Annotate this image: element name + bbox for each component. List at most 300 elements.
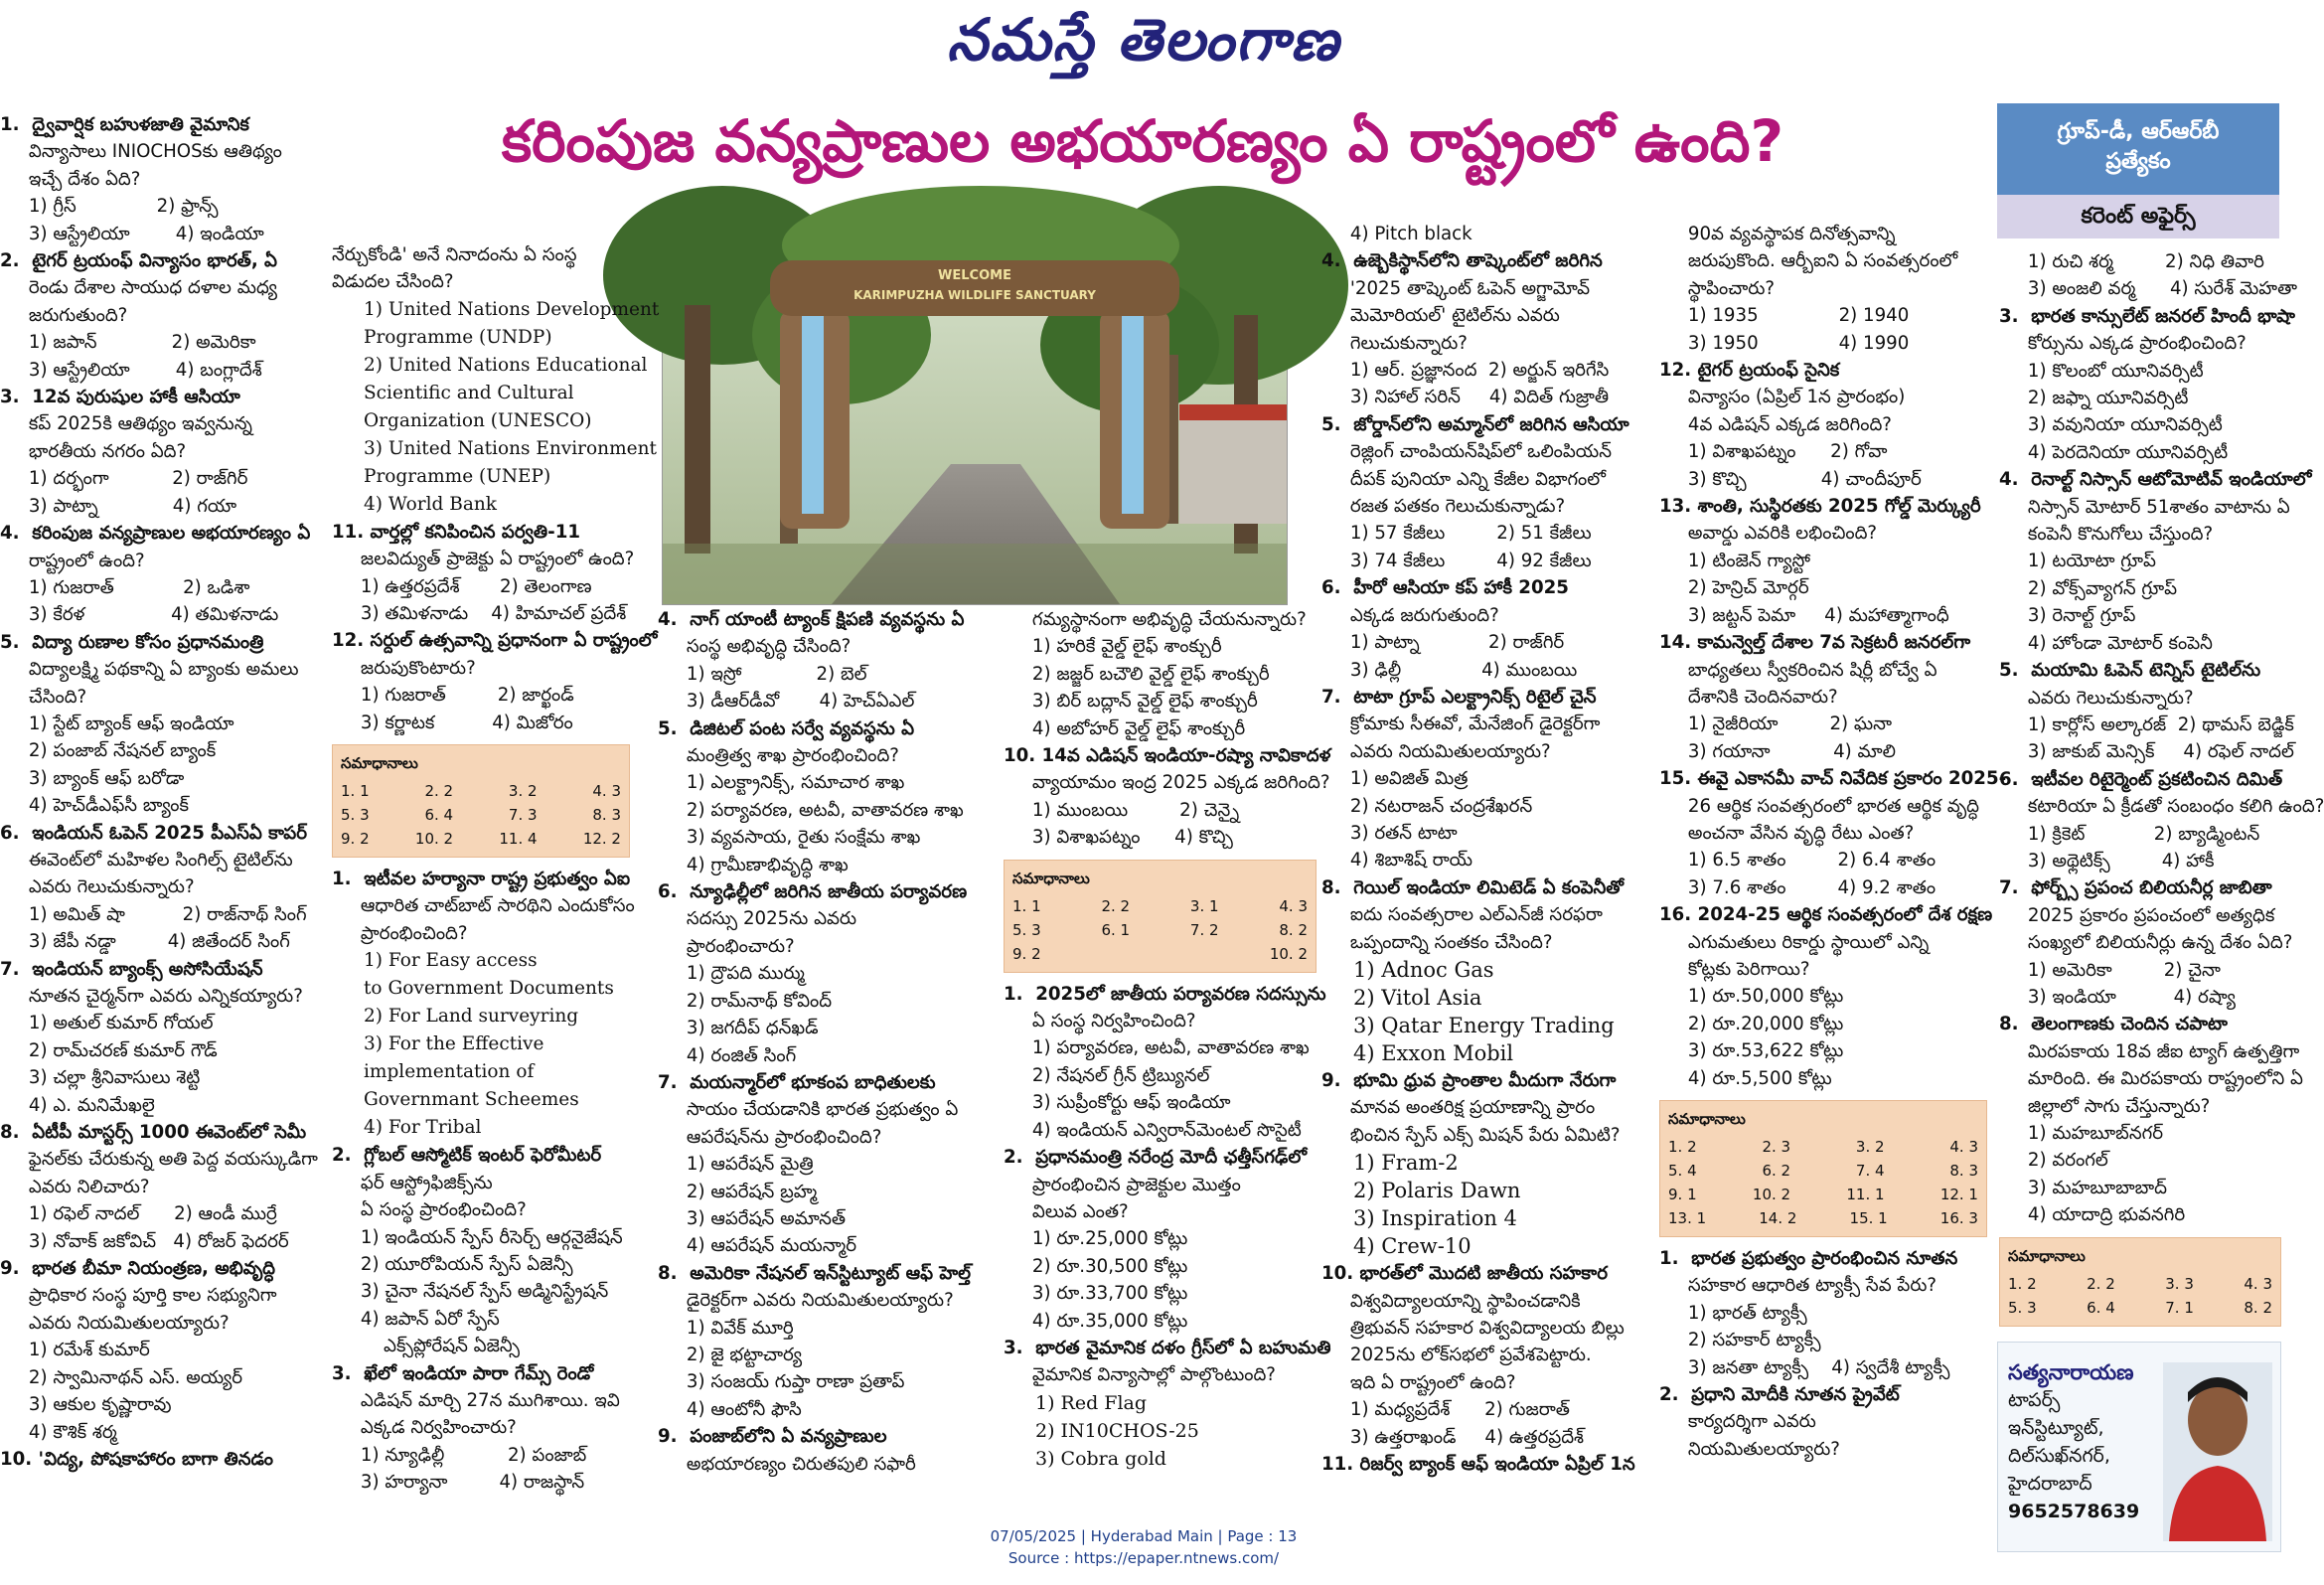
text-line: 6. హీరో ఆసియా కప్ హాకీ 2025 bbox=[1321, 577, 1569, 599]
text-line: 2. ప్రధాని మోదీకి నూతన ప్రైవేట్ bbox=[1659, 1384, 1900, 1406]
text-line: 3) పాట్నా 4) గయా bbox=[0, 495, 237, 517]
text-line: 4) కౌశిక్ శర్మ bbox=[0, 1421, 117, 1443]
text-line: కంపెనీ కొనుగోలు చేస్తుంది? bbox=[1999, 524, 2214, 546]
text-line: క్రోమాకు సీఈవో, మేనేజింగ్ డైరెక్టర్‌గా bbox=[1321, 713, 1601, 735]
text-line: 4) శిబాశిష్ రాయ్ bbox=[1321, 850, 1473, 872]
author-area: దిల్‌సుఖ్‌నగర్, bbox=[2008, 1445, 2110, 1467]
text-line: నియమితులయ్యారు? bbox=[1659, 1438, 1840, 1460]
text-line: మారింది. ఈ మిరపకాయ రాష్ట్రంలోని ఏ bbox=[1999, 1068, 2303, 1090]
text-line: 4) రూ.35,000 కోట్లు bbox=[1004, 1310, 1188, 1332]
text-line: 3) ఇండియా 4) రష్యా bbox=[1999, 986, 2236, 1008]
answer-item: 9. 2 bbox=[341, 830, 370, 849]
text-line: 1) గ్రీస్ 2) ఫ్రాన్స్ bbox=[0, 196, 219, 218]
answer-item: 8. 2 bbox=[1279, 920, 1308, 939]
text-line: 3) సంజయ్ గుప్తా రాణా ప్రతాప్ bbox=[658, 1371, 905, 1393]
text-line: 2) సహకార్ ట్యాక్సీ bbox=[1659, 1330, 1821, 1351]
text-line: ఏ సంస్థ ప్రారంభించింది? bbox=[332, 1199, 527, 1221]
answer-item: 4. 3 bbox=[2244, 1274, 2272, 1293]
question-3-options bbox=[1004, 1389, 1326, 1473]
answer-item: 12. 2 bbox=[582, 830, 621, 849]
answer-item: 6. 2 bbox=[1762, 1162, 1791, 1180]
answers-row bbox=[341, 779, 621, 803]
text-line: రెజ్లింగ్ చాంపియన్‌షిప్‌లో ఒలింపియన్ bbox=[1321, 441, 1612, 463]
text-line: 3) జగదీప్ ధన్‌ఖడ్ bbox=[658, 1018, 819, 1039]
text-line: 15. ఈవై ఎకానమీ వాచ్ నివేదిక ప్రకారం 2025- bbox=[1659, 768, 2007, 790]
text-line: 1) అవిజిత్ మిత్ర bbox=[1321, 768, 1469, 790]
text-line: 26 ఆర్థిక సంవత్సరంలో భారత ఆర్థిక వృద్ధి bbox=[1659, 795, 1979, 817]
text-line: ఎగుమతులు రికార్డు స్థాయిలో ఎన్ని bbox=[1659, 931, 1930, 953]
text-line: 2) హెన్రిచ్ మోర్గర్ bbox=[1659, 577, 1809, 599]
text-line: నూతన చైర్మన్‌గా ఎవరు ఎన్నికయ్యారు? bbox=[0, 986, 303, 1007]
text-line: 3) జేపీ నడ్డా 4) జితేందర్ సింగ్ bbox=[0, 931, 290, 953]
text-line: 2) జై భట్టాచార్య bbox=[658, 1344, 803, 1365]
text-line: 11. రిజర్వ్ బ్యాంక్ ఆఫ్ ఇండియా ఏప్రిల్ 1న bbox=[1321, 1454, 1635, 1476]
author-city: హైదరాబాద్ bbox=[2008, 1473, 2092, 1495]
text-line: 9. భారత బీమా నియంత్రణ, అభివృద్ధి bbox=[0, 1258, 276, 1280]
text-line: 4) ఆంటోనీ ఫౌసి bbox=[658, 1398, 802, 1420]
text-line: కోట్లకు పెరిగాయి? bbox=[1659, 958, 1810, 980]
option: 3) Inspiration 4 bbox=[1353, 1206, 1517, 1231]
text-line: ఆధారిత చాట్‌బాట్ సారథిని ఎందుకోసం bbox=[332, 895, 635, 917]
text-line: 3) వవునియా యూనివర్సిటీ bbox=[1999, 414, 2223, 436]
text-line: 2) వరంగల్ bbox=[1999, 1150, 2108, 1172]
text-line: 3) జట్టన్ పెమా 4) మహాత్మాగాంధీ bbox=[1659, 604, 1949, 626]
text-line: ఇది ఏ రాష్ట్రంలో ఉంది? bbox=[1321, 1371, 1516, 1393]
option: 2) United Nations Educational bbox=[364, 354, 648, 376]
option: Programme (UNDP) bbox=[364, 326, 552, 348]
text-line: 1) వివేక్ మూర్తి bbox=[658, 1317, 794, 1339]
option: Governmant Scheemes bbox=[364, 1089, 579, 1111]
text-line: 16. 2024-25 ఆర్థిక సంవత్సరంలో దేశ రక్షణ bbox=[1659, 904, 1993, 926]
text-line: 3) 7.6 శాతం 4) 9.2 శాతం bbox=[1659, 876, 1937, 898]
text-line: ప్రారంభించారు? bbox=[658, 935, 795, 957]
text-line: జరుపుకొంది. ఆర్బీఐని ఏ సంవత్సరంలో bbox=[1659, 250, 1958, 272]
column-6 bbox=[1659, 221, 2007, 1524]
answer-item: 12. 1 bbox=[1939, 1186, 1978, 1203]
text-line: 3) ఉత్తరాఖండ్ 4) ఉత్తరప్రదేశ్ bbox=[1321, 1426, 1585, 1448]
text-line: 3) రతన్ టాటా bbox=[1321, 822, 1458, 844]
text-line: ఎవరు నియమితులయ్యారు? bbox=[1321, 740, 1551, 762]
text-line: ప్రారంభించింది? bbox=[332, 922, 468, 944]
text-line: నిస్సాన్ మోటార్ 51శాతం వాటాను ఏ bbox=[1999, 496, 2290, 518]
text-line: ఎవరు గెలుచుకున్నారు? bbox=[0, 876, 195, 898]
text-line: 3) జనతా ట్యాక్సీ 4) స్వదేశీ ట్యాక్సీ bbox=[1659, 1356, 1950, 1378]
text-line: 2. గ్లోబల్ ఆస్మోటిక్ ఇంటర్ ఫెరోమీటర్ bbox=[332, 1145, 602, 1167]
text-line: 1) ఉత్తరప్రదేశ్ 2) తెలంగాణ bbox=[332, 575, 592, 597]
answer-item: 15. 1 bbox=[1849, 1209, 1888, 1227]
answers-grid bbox=[341, 779, 621, 851]
text-line: వ్యాయామం ఇంద్ర 2025 ఎక్కడ జరిగింది? bbox=[1004, 772, 1330, 794]
answers-row bbox=[1668, 1135, 1978, 1159]
answers-title: సమాధానాలు bbox=[341, 754, 418, 773]
text-line: 1) విశాఖపట్నం 2) గోవా bbox=[1659, 441, 1888, 463]
option: 1) For Easy access bbox=[364, 950, 538, 972]
text-line: 3) నిహాల్ సరిన్ 4) విదిత్ గుజ్రాతీ bbox=[1321, 387, 1610, 408]
text-line: 3) ఢిల్లీ 4) ముంబయి bbox=[1321, 659, 1578, 681]
text-line: ఆపరేషన్‌ను ప్రారంభించింది? bbox=[658, 1126, 882, 1148]
text-line: దేశానికి చెందినవారు? bbox=[1659, 686, 1838, 708]
text-line: 4) పెరదెనియా యూనివర్సిటీ bbox=[1999, 441, 2229, 463]
column-3-lines bbox=[658, 606, 996, 1478]
text-line: భించిన స్పేస్ ఎక్స్ మిషన్ పేరు ఏమిటి? bbox=[1321, 1124, 1621, 1146]
badge-line1: గ్రూప్-డీ, ఆర్ఆర్‌బీ bbox=[2057, 119, 2220, 144]
answers-row bbox=[1012, 942, 1308, 966]
text-line: 3) చల్లా శ్రీనివాసులు శెట్టి bbox=[0, 1067, 201, 1089]
text-line: 4) యాదాద్రి భువనగిరి bbox=[1999, 1204, 2186, 1226]
text-line: 3) కేరళ 4) తమిళనాడు bbox=[0, 604, 279, 626]
text-line: వైమానిక విన్యాసాల్లో పాల్గొంటుంది? bbox=[1004, 1364, 1276, 1386]
text-line: 1) స్టేట్ బ్యాంక్ ఆఫ్ ఇండియా bbox=[0, 713, 234, 734]
column-1-lines bbox=[0, 111, 328, 1473]
text-line: 3) గయానా 4) మాలి bbox=[1659, 740, 1896, 762]
answer-item: 5. 4 bbox=[1668, 1162, 1697, 1180]
option: 3) United Nations Environment bbox=[364, 437, 657, 459]
option: 4) World Bank bbox=[364, 493, 497, 515]
text-line: 1) జపాన్ 2) అమెరికా bbox=[0, 332, 256, 354]
text-line: నేర్చుకోండి' అనే నినాదంను ఏ సంస్థ bbox=[332, 244, 577, 265]
text-line: 1. ఇటీవల హర్యానా రాష్ట్ర ప్రభుత్వం ఏఐ bbox=[332, 869, 631, 890]
answer-item: 7. 2 bbox=[1189, 920, 1219, 939]
answers-grid bbox=[2008, 1272, 2272, 1320]
question-9-options bbox=[1321, 1149, 1659, 1260]
text-line: సాయం చేయడానికి భారత ప్రభుత్వం ఏ bbox=[658, 1099, 959, 1121]
answer-item: 3. 2 bbox=[508, 782, 538, 801]
text-line: 2) పంజాబ్ నేషనల్ బ్యాంక్ bbox=[0, 740, 217, 762]
option: Organization (UNESCO) bbox=[364, 409, 592, 431]
sanctuary-photo bbox=[662, 215, 1288, 605]
text-line: 1) అమెరికా 2) చైనా bbox=[1999, 959, 2221, 981]
text-line: 5. డిజిటల్ పంట సర్వే వ్యవస్థను ఏ bbox=[658, 717, 915, 739]
option: 4) For Tribal bbox=[364, 1117, 482, 1139]
text-line: అంచనా వేసిన వృద్ధి రేటు ఎంత? bbox=[1659, 822, 1915, 844]
text-line: 1) ఇండియన్ స్పేస్ రీసెర్చ్ ఆర్గనైజేషన్ bbox=[332, 1226, 623, 1248]
text-line: 3) నోవాక్ జకోవిచ్ 4) రోజర్ ఫెదరర్ bbox=[0, 1230, 289, 1252]
text-line: 7. మయన్మార్‌లో భూకంప బాధితులకు bbox=[658, 1071, 936, 1093]
text-line: 2025ను లోక్‌సభలో ప్రవేశపెట్టారు. bbox=[1321, 1345, 1592, 1366]
text-line: 1) ఎలక్ట్రానిక్స్, సమాచార శాఖ bbox=[658, 772, 905, 794]
question-9 bbox=[1321, 1067, 1659, 1149]
text-line: 1) రుచి శర్మ 2) నిధి తివారి bbox=[1999, 251, 2264, 272]
text-line: 5. విద్యా రుణాల కోసం ప్రధానమంత్రి bbox=[0, 631, 264, 653]
text-line: 2025 ప్రకారం ప్రపంచంలో అత్యధిక bbox=[1999, 904, 2275, 926]
text-line: ప్రారంభించిన ప్రాజెక్టుల మొత్తం bbox=[1004, 1174, 1241, 1195]
text-line: విద్యాలక్ష్మి పథకాన్ని ఏ బ్యాంకు అమలు bbox=[0, 659, 299, 681]
text-line: 3) సుప్రీంకోర్టు ఆఫ్ ఇండియా bbox=[1004, 1092, 1231, 1114]
text-line: 4) జపాన్ ఏరో స్పేస్ bbox=[332, 1308, 500, 1330]
text-line: సహకార ఆధారిత ట్యాక్సీ సేవ పేరు? bbox=[1659, 1275, 1937, 1297]
text-line: 4) ఇండియన్ ఎన్విరాన్‌మెంటల్ సొసైటీ bbox=[1004, 1119, 1302, 1141]
text-line: 8. గెయిల్ ఇండియా లిమిటెడ్ ఏ కంపెనీతో bbox=[1321, 876, 1625, 898]
text-line: విలువ ఎంత? bbox=[1004, 1200, 1129, 1222]
option: Programme (UNEP) bbox=[364, 465, 551, 487]
answer-item: 5. 3 bbox=[341, 806, 370, 825]
text-line: 2) జఫ్నా యూనివర్సిటీ bbox=[1999, 388, 2189, 409]
text-line: 1) రూ.25,000 కోట్లు bbox=[1004, 1228, 1188, 1250]
text-line: 2) నేషనల్ గ్రీన్ ట్రిబ్యునల్ bbox=[1004, 1064, 1210, 1086]
text-line: 1) మహబూబ్‌నగర్ bbox=[1999, 1123, 2163, 1144]
answer-item: 1. 1 bbox=[1012, 896, 1041, 915]
text-line: ఇచ్చే దేశం ఏది? bbox=[0, 168, 141, 190]
answers-title: సమాధానాలు bbox=[2008, 1246, 2086, 1265]
text-line: ఎవరు నిలిచారు? bbox=[0, 1176, 150, 1197]
text-line: చేసింది? bbox=[0, 686, 87, 708]
text-line: 90వ వ్యవస్థాపక దినోత్సవాన్ని bbox=[1659, 224, 1896, 244]
text-line: 12. సర్దుల్ ఉత్సవాన్ని ప్రధానంగా ఏ రాష్ట్రంలో bbox=[332, 630, 658, 652]
text-line: 2) నటరాజన్ చంద్రశేఖరన్ bbox=[1321, 795, 1533, 817]
text-line: సంఖ్యలో బిలియనీర్లు ఉన్న దేశం ఏది? bbox=[1999, 932, 2293, 954]
text-line: 2) రూ.30,500 కోట్లు bbox=[1004, 1255, 1188, 1277]
text-line: 1) దర్భంగా 2) రాజ్‌గిర్ bbox=[0, 468, 248, 490]
badge-line2: ప్రత్యేకం bbox=[2105, 149, 2171, 174]
text-line: 10. 14వ ఎడిషన్ ఇండియా-రష్యా నావికాదళ bbox=[1004, 745, 1331, 767]
answer-item: 13. 1 bbox=[1668, 1209, 1707, 1227]
column-3 bbox=[658, 606, 996, 1525]
answer-item: 4. 3 bbox=[1279, 896, 1308, 915]
question-10-options bbox=[332, 296, 660, 519]
text-line: 2) పర్యావరణ, అటవీ, వాతావరణ శాఖ bbox=[658, 799, 964, 821]
column-4-lines-2 bbox=[1004, 981, 1331, 1389]
text-line: 4. నాగ్ యాంటీ ట్యాంక్ క్షిపణి వ్యవస్థను ఏ bbox=[658, 609, 965, 630]
text-line: 1) పర్యావరణ, అటవీ, వాతావరణ శాఖ bbox=[1004, 1037, 1310, 1059]
text-line: అభయారణ్యం చిరుతపులి సఫారీ bbox=[658, 1453, 916, 1475]
text-line: రెండు దేశాల సాయుధ దళాల మధ్య bbox=[0, 277, 278, 299]
text-line: 1) అమిత్ షా 2) రాజ్‌నాథ్ సింగ్ bbox=[0, 903, 307, 925]
text-line: 4. రెనాల్ట్ నిస్సాన్ ఆటోమోటివ్ ఇండియాలో bbox=[1999, 469, 2312, 491]
text-line: 9. భూమి ధ్రువ ప్రాంతాల మీదుగా నేరుగా bbox=[1321, 1069, 1617, 1091]
text-line: 3) ఆస్ట్రేలియా 4) బంగ్లాదేశ్ bbox=[0, 359, 262, 381]
text-line: ఎక్స్‌ప్లోరేషన్ ఏజెన్సీ bbox=[332, 1336, 520, 1357]
answer-item: 2. 3 bbox=[1762, 1138, 1791, 1156]
answer-item: 5. 3 bbox=[1012, 920, 1041, 939]
text-line: గమ్యస్థానంగా అభివృద్ధి చేయనున్నారు? bbox=[1004, 609, 1307, 630]
text-line: డైరెక్టర్‌గా ఎవరు నియమితులయ్యారు? bbox=[658, 1290, 954, 1312]
answer-item: 7. 4 bbox=[1855, 1162, 1885, 1180]
text-line: 3) 1950 4) 1990 bbox=[1659, 332, 1910, 354]
author-phone: 9652578639 bbox=[2008, 1501, 2140, 1522]
answers-row bbox=[341, 827, 621, 851]
text-line: 3. 12వ పురుషుల హాకీ ఆసియా bbox=[0, 387, 240, 408]
text-line: ఎక్కడ నిర్వహించారు? bbox=[332, 1417, 517, 1439]
text-line: ఫైనల్‌కు చేరుకున్న అతి పెద్ద వయస్కుడిగా bbox=[0, 1149, 318, 1171]
text-line: 3) బ్యాంక్ ఆఫ్ బరోడా bbox=[0, 767, 185, 789]
answer-item: 6. 4 bbox=[424, 806, 454, 825]
option: 2) Polaris Dawn bbox=[1353, 1179, 1521, 1203]
text-line: మెమోరియల్' టైటిల్‌ను ఎవరు bbox=[1321, 305, 1560, 327]
answer-item: 5. 3 bbox=[2008, 1298, 2037, 1317]
text-line: 4) గ్రామీణాభివృద్ధి శాఖ bbox=[658, 854, 849, 875]
question-8-options bbox=[1321, 956, 1659, 1067]
text-line: 1) రఫెల్ నాదల్ 2) ఆండీ ముర్రే bbox=[0, 1203, 277, 1225]
answers-grid bbox=[1012, 894, 1308, 966]
text-line: 1) హరికే వైల్డ్ లైఫ్ శాంక్చురీ bbox=[1004, 636, 1222, 658]
answer-item: 8. 2 bbox=[2244, 1298, 2272, 1317]
text-line: 2) రామ్‌చరణ్ కుమార్ గౌడ్ bbox=[0, 1039, 218, 1061]
text-line: 3) అంజలి వర్మ 4) సురేశ్ మెహతా bbox=[1999, 278, 2297, 300]
option: 2) For Land surveyring bbox=[364, 1006, 579, 1028]
text-line: 1) టింజెన్ గ్యాస్టో bbox=[1659, 550, 1811, 571]
text-line: 12. టైగర్ ట్రయంఫ్ సైనిక bbox=[1659, 360, 1840, 382]
text-line: 3) ఆకుల కృష్ణారావు bbox=[0, 1394, 172, 1416]
option: 1) Fram-2 bbox=[1353, 1151, 1459, 1176]
option: 3) Cobra gold bbox=[1035, 1447, 1166, 1470]
answer-item: 3. 2 bbox=[1855, 1138, 1885, 1156]
author-org: టాపర్స్ ఇన్‌స్టిట్యూట్, bbox=[2008, 1389, 2104, 1439]
text-line: 3. భారత వైమానిక దళం గ్రీస్‌లో ఏ బహుమతి bbox=[1004, 1337, 1331, 1358]
text-line: సదస్సు 2025ను ఎవరు bbox=[658, 908, 857, 930]
text-line: ఈవెంట్‌లో మహిళల సింగిల్స్ టైటిల్‌ను bbox=[0, 849, 293, 871]
text-line: కార్యదర్శిగా ఎవరు bbox=[1659, 1411, 1816, 1433]
footer bbox=[0, 1525, 2287, 1569]
text-line: 6. ఇటీవల రిటైర్మెంట్ ప్రకటించిన దిమిత్ bbox=[1999, 768, 2283, 790]
column-1 bbox=[0, 111, 328, 1522]
author-box bbox=[1997, 1342, 2281, 1552]
text-line: 3) ఆస్ట్రేలియా 4) ఇండియా bbox=[0, 223, 264, 244]
text-line: 5. జోర్డాన్‌లోని అమ్మాన్‌లో జరిగిన ఆసియా bbox=[1321, 413, 1629, 435]
answer-item: 7. 1 bbox=[2165, 1298, 2194, 1317]
text-line: 3) తమిళనాడు 4) హిమాచల్ ప్రదేశ్ bbox=[332, 603, 627, 625]
text-line: 6. న్యూఢిల్లీలో జరిగిన జాతీయ పర్యావరణ bbox=[658, 881, 968, 903]
answers-box-4 bbox=[1999, 1237, 2281, 1327]
text-line: 8. తెలంగాణకు చెందిన చపాటా bbox=[1999, 1014, 2228, 1035]
text-line: 10. 'విద్య, పోషకాహారం బాగా తినడం bbox=[0, 1448, 273, 1470]
text-line: 1. భారత ప్రభుత్వం ప్రారంభించిన నూతన bbox=[1659, 1248, 1958, 1269]
text-line: ప్రాధికార సంస్థ పూర్తి కాల సభ్యునిగా bbox=[0, 1285, 277, 1307]
answer-item: 3. 1 bbox=[1189, 896, 1219, 915]
sign-sanctuary: KARIMPUZHA WILDLIFE SANCTUARY bbox=[853, 288, 1096, 302]
text-line: 4. ఉజ్బెకిస్థాన్‌లోని తాష్కెంట్‌లో జరిగిన bbox=[1321, 250, 1603, 272]
answer-item: 7. 3 bbox=[508, 806, 538, 825]
answers-row bbox=[2008, 1272, 2272, 1296]
text-line: 1) గుజరాత్ 2) జార్ఖండ్ bbox=[332, 685, 574, 707]
text-line: ఎడిషన్ మార్చి 27న ముగిశాయి. ఇవి bbox=[332, 1389, 620, 1411]
text-line: 3) చైనా నేషనల్ స్పేస్ అడ్మినిస్ట్రేషన్ bbox=[332, 1281, 609, 1303]
option: 3) For the Effective bbox=[364, 1033, 544, 1055]
answer-item: 1. 1 bbox=[341, 782, 370, 801]
text-line: 1) అతుల్ కుమార్ గోయల్ bbox=[0, 1013, 214, 1034]
text-line: త్రిభువన్ సహకార విశ్వవిద్యాలయ బిల్లు bbox=[1321, 1318, 1625, 1339]
answer-item: 8. 3 bbox=[1949, 1162, 1978, 1180]
text-line: అవార్డు ఎవరికి లభించింది? bbox=[1659, 523, 1878, 545]
text-line: 9. పంజాబ్‌లోని ఏ వన్యప్రాణుల bbox=[658, 1426, 887, 1448]
answer-item: 3. 3 bbox=[2165, 1274, 2194, 1293]
text-line: ఎవరు నియమితులయ్యారు? bbox=[0, 1312, 230, 1334]
text-line: 7. ఇండియన్ బ్యాంక్స్ అసోసియేషన్ bbox=[0, 958, 263, 980]
answers-row bbox=[2008, 1296, 2272, 1320]
text-line: 1) మధ్యప్రదేశ్ 2) గుజరాత్ bbox=[1321, 1399, 1570, 1421]
text-line: 4) హోండా మోటార్ కంపెనీ bbox=[1999, 632, 2213, 654]
answers-row bbox=[341, 803, 621, 827]
answer-item: 1. 2 bbox=[2008, 1274, 2037, 1293]
text-line: 4) అబోహర్ వైల్డ్ లైఫ్ శాంక్చురీ bbox=[1004, 717, 1246, 739]
text-line: 4. కరింపుజ వన్యప్రాణుల అభయారణ్యం ఏ bbox=[0, 523, 311, 545]
text-line: 4) రూ.5,500 కోట్లు bbox=[1659, 1067, 1832, 1089]
text-line: 6. ఇండియన్ ఓపెన్ 2025 పీఎస్ఏ కాపర్ bbox=[0, 822, 308, 844]
answer-item: 16. 3 bbox=[1939, 1209, 1978, 1227]
text-line: బాధ్యతలు స్వీకరించిన షిర్లీ బోచ్వే ఏ bbox=[1659, 659, 1937, 681]
text-line: గెలుచుకున్నారు? bbox=[1321, 332, 1468, 354]
text-line: 2) రామ్‌నాథ్ కోవింద్ bbox=[658, 990, 833, 1012]
text-line: 7. టాటా గ్రూప్ ఎలక్ట్రానిక్స్ రిటైల్ చైన్ bbox=[1321, 686, 1597, 708]
option: 3) Qatar Energy Trading bbox=[1353, 1013, 1615, 1037]
text-line: జరుగుతుంది? bbox=[0, 304, 128, 326]
text-line: మిరపకాయ 18వ జీఐ ట్యాగ్ ఉత్పత్తిగా bbox=[1999, 1040, 2300, 1062]
text-line: 2) ఆపరేషన్ బ్రహ్మ bbox=[658, 1181, 818, 1202]
column-7-lines bbox=[1999, 248, 2324, 1229]
text-line: 3) రూ.53,622 కోట్లు bbox=[1659, 1040, 1844, 1062]
text-line: 1. 2025లో జాతీయ పర్యావరణ సదస్సును bbox=[1004, 983, 1326, 1005]
answer-item: 10. 2 bbox=[414, 830, 454, 849]
text-line: 3) కర్ణాటక 4) మిజోరం bbox=[332, 712, 573, 733]
answer-item: 11. 1 bbox=[1846, 1186, 1885, 1203]
text-line: ఒప్పందాన్ని సంతకం చేసింది? bbox=[1321, 931, 1553, 953]
answer-item: 2. 2 bbox=[1101, 896, 1131, 915]
text-line: 2) వోక్స్‌వ్యాగన్ గ్రూప్ bbox=[1999, 577, 2178, 599]
answers-box-2 bbox=[1004, 860, 1317, 973]
answers-row bbox=[1012, 918, 1308, 942]
headline: కరింపుజ వన్యప్రాణుల అభయారణ్యం ఏ రాష్ట్రంలో ఉంది? bbox=[501, 107, 1784, 175]
text-line: 3) అథ్లెటిక్స్ 4) హాకీ bbox=[1999, 850, 2215, 872]
text-line: జలవిద్యుత్ ప్రాజెక్టు ఏ రాష్ట్రంలో ఉంది? bbox=[332, 549, 635, 570]
author-name: సత్యనారాయణ bbox=[2008, 1360, 2134, 1384]
option: 1) United Nations Development bbox=[364, 298, 660, 320]
author-photo bbox=[2163, 1362, 2272, 1541]
text-line: 1) కార్లోస్ అల్కారజ్ 2) థామస్ బెడ్జిక్ bbox=[1999, 713, 2294, 735]
text-line: 1) క్రికెట్ 2) బ్యాడ్మింటన్ bbox=[1999, 823, 2260, 845]
special-badge bbox=[1997, 103, 2279, 195]
text-line: విడుదల చేసింది? bbox=[332, 271, 454, 293]
text-line: 3) విశాఖపట్నం 4) కొచ్చి bbox=[1004, 827, 1233, 849]
text-line: విశ్వవిద్యాలయాన్ని స్థాపించడానికి bbox=[1321, 1290, 1581, 1312]
text-line: 4) హెచ్‌డీఎఫ్‌సీ బ్యాంక్ bbox=[0, 795, 189, 817]
answers-box-3 bbox=[1659, 1100, 1987, 1237]
footer-source: Source : https://epaper.ntnews.com/ bbox=[1007, 1549, 1280, 1567]
text-line: 1) టయోటా గ్రూప్ bbox=[1999, 551, 2156, 572]
text-line: 1) కొలంబో యూనివర్సిటీ bbox=[1999, 360, 2204, 382]
text-line: 1. ద్వైవార్షిక బహుళజాతి వైమానిక bbox=[0, 114, 249, 135]
column-2 bbox=[332, 241, 660, 1523]
text-line: 3) రూ.33,700 కోట్లు bbox=[1004, 1283, 1188, 1305]
text-line: 1) గుజరాత్ 2) ఒడిశా bbox=[0, 576, 250, 598]
option: Scientific and Cultural bbox=[364, 382, 574, 403]
text-line: 3) బిర్ బద్లాన్ వైల్డ్ లైఫ్ శాంక్చురీ bbox=[1004, 691, 1258, 713]
text-line: జిల్లాలో సాగు చేస్తున్నారు? bbox=[1999, 1095, 2211, 1117]
column-7 bbox=[1999, 248, 2324, 1332]
option: 1) Red Flag bbox=[1035, 1391, 1148, 1414]
text-line: 1) రమేశ్ కుమార్ bbox=[0, 1340, 150, 1361]
text-line: 1) రూ.50,000 కోట్లు bbox=[1659, 986, 1844, 1008]
text-line: 2. టైగర్ ట్రయంఫ్ విన్యాసం భారత్, ఏ bbox=[0, 250, 277, 272]
text-line: 4) ఆపరేషన్ మయన్మార్ bbox=[658, 1235, 857, 1257]
text-line: 5. మయామి ఓపెన్ టెన్నిస్ టైటిల్‌ను bbox=[1999, 660, 2261, 682]
answer-item: 14. 2 bbox=[1759, 1209, 1797, 1227]
text-line: భారతీయ నగరం ఏది? bbox=[0, 440, 187, 462]
text-line: మానవ అంతరిక్ష ప్రయాణాన్ని ప్రారం bbox=[1321, 1097, 1596, 1119]
text-line: స్థాపించారు? bbox=[1659, 277, 1776, 299]
text-line: 3) హర్యానా 4) రాజస్థాన్ bbox=[332, 1472, 585, 1494]
text-line: 3) కొచ్చి 4) చాందీపూర్ bbox=[1659, 468, 1922, 490]
question-1-options bbox=[332, 947, 640, 1142]
option: 4) Exxon Mobil bbox=[1353, 1040, 1514, 1065]
text-line: ఫర్ ఆస్ట్రోఫిజిక్స్‌ను bbox=[332, 1172, 493, 1193]
text-line: 1) 1935 2) 1940 bbox=[1659, 305, 1910, 327]
text-line: విన్యాసం (ఏప్రిల్ 1న ప్రారంభం) bbox=[1659, 387, 1906, 408]
text-line: 1) 6.5 శాతం 2) 6.4 శాతం bbox=[1659, 850, 1937, 872]
text-line: 3) వ్యవసాయ, రైతు సంక్షేమ శాఖ bbox=[658, 827, 921, 849]
column-6-lines bbox=[1659, 221, 2007, 1092]
answer-item: 2. 2 bbox=[2087, 1274, 2115, 1293]
text-line: దీపక్ పునియా ఎన్ని కేజీల విభాగంలో bbox=[1321, 468, 1606, 490]
text-line: 4వ ఎడిషన్ ఎక్కడ జరిగింది? bbox=[1659, 413, 1892, 435]
